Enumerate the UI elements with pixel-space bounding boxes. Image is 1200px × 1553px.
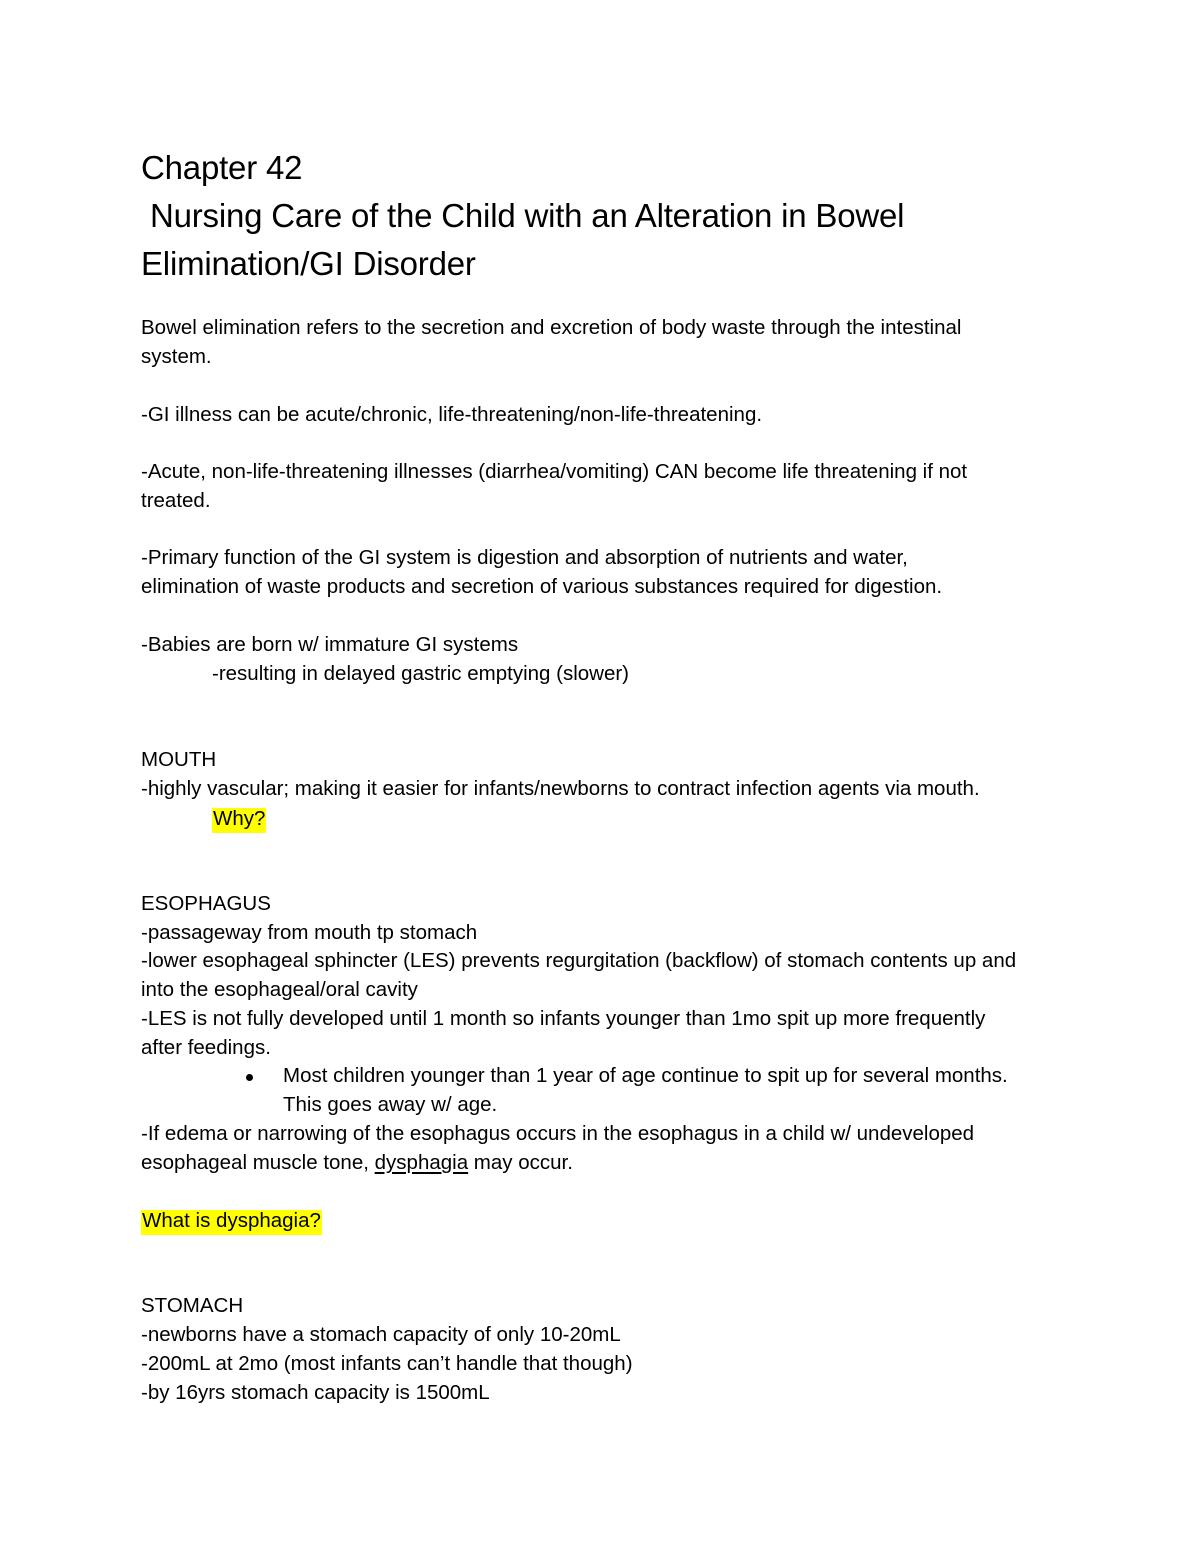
esophagus-heading: ESOPHAGUS <box>141 892 271 915</box>
bullet-line-1: Most children younger than 1 year of age continue to spit up for several months. <box>283 1064 1008 1087</box>
stomach-line-1: -newborns have a stomach capacity of only 10-20mL <box>141 1323 621 1346</box>
chapter-title-line-1: Nursing Care of the Child with an Alteration in Bowel <box>141 197 905 234</box>
esophagus-line-2: -lower esophageal sphincter (LES) prevents regurgitation (backflow) of stomach contents up and <box>141 949 1017 972</box>
esophagus-line-4: -LES is not fully developed until 1 month so infants younger than 1mo spit up more frequently <box>141 1007 986 1030</box>
edema-line-1: -If edema or narrowing of the esophagus occurs in the esophagus in a child w/ undeveloped <box>141 1122 975 1145</box>
mouth-question-highlight: Why? <box>212 808 266 833</box>
chapter-title-line-2: Elimination/GI Disorder <box>141 245 476 282</box>
stomach-line-2: -200mL at 2mo (most infants can’t handle that though) <box>141 1352 633 1375</box>
babies-line-2: -resulting in delayed gastric emptying (slower) <box>212 662 630 685</box>
acute-line-2: treated. <box>141 489 211 512</box>
dysphagia-term: dysphagia <box>374 1151 469 1174</box>
dysphagia-question-highlight: What is dysphagia? <box>141 1210 322 1235</box>
stomach-heading: STOMACH <box>141 1294 244 1317</box>
intro-line-1: Bowel elimination refers to the secretion and excretion of body waste through the intestinal <box>141 316 962 339</box>
gi-illness-line: -GI illness can be acute/chronic, life-threatening/non-life-threatening. <box>141 403 763 426</box>
edema-line-2 <box>141 1153 573 1174</box>
esophagus-line-1: -passageway from mouth tp stomach <box>141 921 478 944</box>
mouth-line-1: -highly vascular; making it easier for infants/newborns to contract infection agents via mouth. <box>141 777 980 800</box>
chapter-number: Chapter 42 <box>141 149 303 186</box>
mouth-heading: MOUTH <box>141 748 217 771</box>
esophagus-line-5: after feedings. <box>141 1036 271 1059</box>
primary-function-line-2: elimination of waste products and secretion of various substances required for digestion. <box>141 575 943 598</box>
bullet-line-2: This goes away w/ age. <box>283 1093 498 1116</box>
edema-line-2-prefix: esophageal muscle tone, <box>141 1151 375 1174</box>
babies-line-1: -Babies are born w/ immature GI systems <box>141 633 519 656</box>
primary-function-line-1: -Primary function of the GI system is digestion and absorption of nutrients and water, <box>141 546 908 569</box>
acute-line-1: -Acute, non-life-threatening illnesses (diarrhea/vomiting) CAN become life threatening if not <box>141 460 968 483</box>
stomach-line-3: -by 16yrs stomach capacity is 1500mL <box>141 1381 490 1404</box>
esophagus-line-3: into the esophageal/oral cavity <box>141 978 418 1001</box>
edema-line-2-suffix: may occur. <box>468 1151 573 1174</box>
bullet-icon <box>246 1074 253 1081</box>
intro-line-2: system. <box>141 345 212 368</box>
